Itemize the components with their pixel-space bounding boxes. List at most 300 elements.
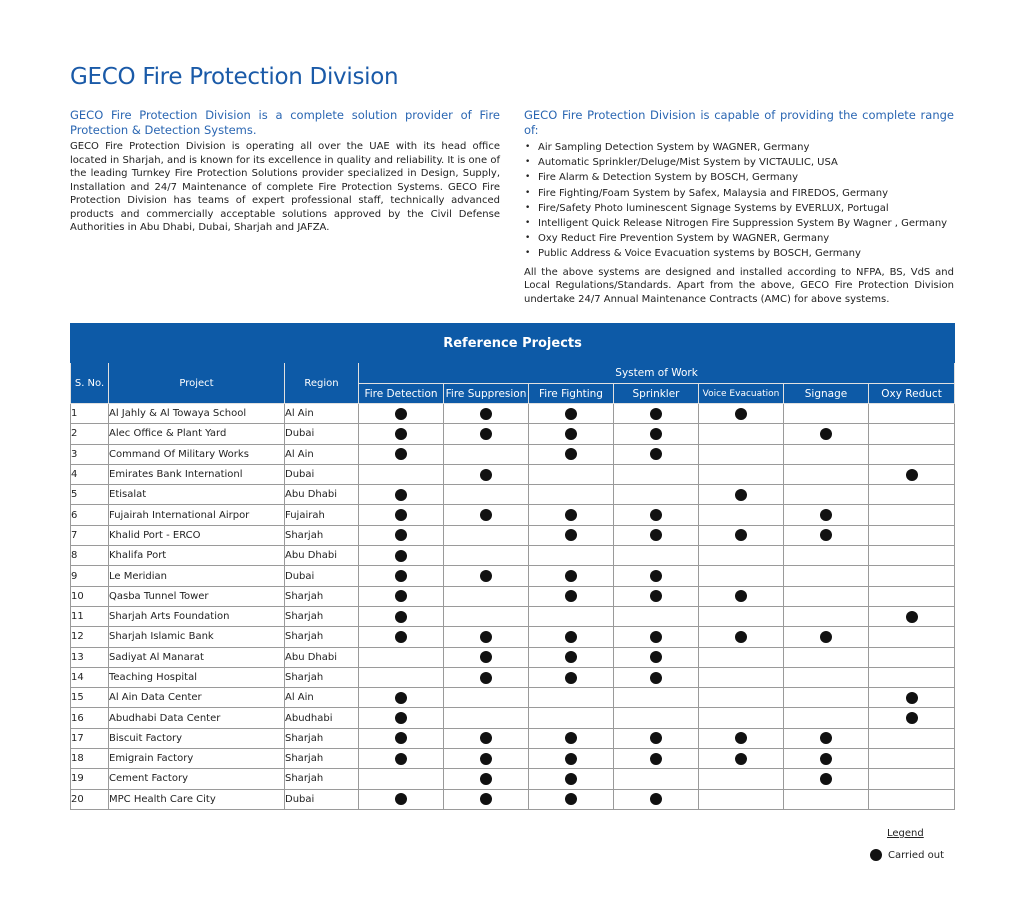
systems-list-item: • Fire Fighting/Foam System by Safex, Malaysia and FIREDOS, Germany	[524, 186, 954, 201]
row-mark-cell	[444, 688, 529, 708]
row-mark-cell	[869, 525, 955, 545]
row-mark-cell	[869, 566, 955, 586]
row-mark-cell	[869, 749, 955, 769]
carried-out-dot-icon	[565, 651, 577, 663]
row-mark-cell	[699, 586, 784, 606]
row-mark-cell	[359, 525, 444, 545]
row-mark-cell	[359, 769, 444, 789]
row-project: Emigrain Factory	[109, 749, 285, 769]
header-project: Project	[109, 363, 285, 404]
row-mark-cell	[869, 444, 955, 464]
row-mark-cell	[529, 647, 614, 667]
row-project: Fujairah International Airpor	[109, 505, 285, 525]
row-mark-cell	[444, 606, 529, 626]
row-mark-cell	[699, 485, 784, 505]
row-mark-cell	[359, 546, 444, 566]
header-fire-suppression: Fire Suppresion	[444, 384, 529, 404]
legend-item-label: Carried out	[888, 849, 944, 861]
row-mark-cell	[784, 708, 869, 728]
header-oxy-reduct: Oxy Reduct	[869, 384, 955, 404]
row-mark-cell	[614, 647, 699, 667]
row-mark-cell	[784, 485, 869, 505]
row-mark-cell	[784, 627, 869, 647]
row-mark-cell	[784, 606, 869, 626]
legend	[870, 828, 944, 861]
row-mark-cell	[869, 464, 955, 484]
row-mark-cell	[869, 667, 955, 687]
row-mark-cell	[869, 627, 955, 647]
row-mark-cell	[699, 728, 784, 748]
row-mark-cell	[444, 708, 529, 728]
systems-list-item: • Intelligent Quick Release Nitrogen Fire Suppression System By Wagner , Germany	[524, 216, 954, 231]
row-region: Dubai	[285, 464, 359, 484]
carried-out-dot-icon	[735, 590, 747, 602]
header-voice-evacuation: Voice Evacuation	[699, 384, 784, 404]
carried-out-dot-icon	[395, 611, 407, 623]
row-mark-cell	[444, 525, 529, 545]
table-row	[71, 586, 955, 606]
row-mark-cell	[869, 505, 955, 525]
carried-out-dot-icon	[565, 793, 577, 805]
row-project: Sadiyat Al Manarat	[109, 647, 285, 667]
row-mark-cell	[359, 606, 444, 626]
row-mark-cell	[444, 505, 529, 525]
row-mark-cell	[614, 485, 699, 505]
header-sno: S. No.	[71, 363, 109, 404]
header-fire-detection: Fire Detection	[359, 384, 444, 404]
row-project: Command Of Military Works	[109, 444, 285, 464]
row-mark-cell	[699, 525, 784, 545]
table-row	[71, 404, 955, 424]
row-mark-cell	[529, 708, 614, 728]
row-mark-cell	[784, 769, 869, 789]
systems-list	[524, 140, 954, 262]
row-mark-cell	[784, 688, 869, 708]
row-mark-cell	[784, 424, 869, 444]
row-mark-cell	[784, 667, 869, 687]
row-mark-cell	[869, 708, 955, 728]
carried-out-dot-icon	[820, 773, 832, 785]
row-mark-cell	[359, 708, 444, 728]
row-region: Al Ain	[285, 404, 359, 424]
systems-list-item: • Air Sampling Detection System by WAGNER, Germany	[524, 140, 954, 155]
row-sno: 3	[71, 444, 109, 464]
carried-out-dot-icon	[395, 428, 407, 440]
row-mark-cell	[529, 606, 614, 626]
carried-out-dot-icon	[906, 712, 918, 724]
row-mark-cell	[359, 728, 444, 748]
row-mark-cell	[529, 444, 614, 464]
row-mark-cell	[444, 749, 529, 769]
carried-out-dot-icon	[395, 753, 407, 765]
row-sno: 17	[71, 728, 109, 748]
row-mark-cell	[529, 525, 614, 545]
row-mark-cell	[869, 485, 955, 505]
row-mark-cell	[614, 586, 699, 606]
row-project: Cement Factory	[109, 769, 285, 789]
carried-out-dot-icon	[650, 428, 662, 440]
carried-out-dot-icon	[650, 448, 662, 460]
row-mark-cell	[614, 444, 699, 464]
capabilities-lead: GECO Fire Protection Division is capable of providing the complete range of:	[524, 108, 954, 137]
row-mark-cell	[529, 728, 614, 748]
carried-out-dot-icon	[480, 753, 492, 765]
row-mark-cell	[699, 667, 784, 687]
carried-out-dot-icon	[480, 773, 492, 785]
row-mark-cell	[359, 485, 444, 505]
row-region: Sharjah	[285, 586, 359, 606]
row-project: Biscuit Factory	[109, 728, 285, 748]
carried-out-dot-icon	[735, 753, 747, 765]
carried-out-dot-icon	[480, 408, 492, 420]
table-row	[71, 424, 955, 444]
carried-out-dot-icon	[480, 570, 492, 582]
row-region: Dubai	[285, 789, 359, 809]
row-mark-cell	[614, 728, 699, 748]
carried-out-dot-icon	[395, 570, 407, 582]
carried-out-dot-icon	[820, 753, 832, 765]
row-mark-cell	[359, 586, 444, 606]
header-fire-fighting: Fire Fighting	[529, 384, 614, 404]
row-mark-cell	[529, 505, 614, 525]
carried-out-dot-icon	[565, 509, 577, 521]
row-mark-cell	[699, 606, 784, 626]
row-mark-cell	[614, 424, 699, 444]
row-region: Sharjah	[285, 627, 359, 647]
row-mark-cell	[699, 708, 784, 728]
row-sno: 1	[71, 404, 109, 424]
carried-out-dot-icon	[820, 509, 832, 521]
carried-out-dot-icon	[735, 631, 747, 643]
carried-out-dot-icon	[565, 773, 577, 785]
row-mark-cell	[784, 728, 869, 748]
row-mark-cell	[869, 404, 955, 424]
row-mark-cell	[614, 525, 699, 545]
row-mark-cell	[869, 769, 955, 789]
row-mark-cell	[699, 789, 784, 809]
carried-out-dot-icon	[820, 428, 832, 440]
table-row	[71, 444, 955, 464]
table-row	[71, 627, 955, 647]
table-row	[71, 688, 955, 708]
row-project: Alec Office & Plant Yard	[109, 424, 285, 444]
reference-projects-section	[70, 323, 954, 810]
table-row	[71, 546, 955, 566]
row-project: Al Jahly & Al Towaya School	[109, 404, 285, 424]
carried-out-dot-icon	[395, 448, 407, 460]
row-project: Etisalat	[109, 485, 285, 505]
table-row	[71, 464, 955, 484]
row-mark-cell	[699, 424, 784, 444]
row-mark-cell	[614, 708, 699, 728]
row-mark-cell	[359, 505, 444, 525]
row-mark-cell	[529, 688, 614, 708]
table-row	[71, 647, 955, 667]
row-mark-cell	[359, 404, 444, 424]
carried-out-dot-icon	[480, 509, 492, 521]
row-mark-cell	[699, 647, 784, 667]
systems-list-item: • Automatic Sprinkler/Deluge/Mist System by VICTAULIC, USA	[524, 155, 954, 170]
row-mark-cell	[699, 688, 784, 708]
carried-out-dot-icon	[820, 631, 832, 643]
carried-out-dot-icon	[650, 631, 662, 643]
row-mark-cell	[699, 627, 784, 647]
table-caption: Reference Projects	[71, 324, 955, 363]
row-region: Al Ain	[285, 688, 359, 708]
row-mark-cell	[699, 404, 784, 424]
carried-out-dot-icon	[480, 469, 492, 481]
row-mark-cell	[444, 444, 529, 464]
row-mark-cell	[529, 627, 614, 647]
row-mark-cell	[359, 667, 444, 687]
carried-out-dot-icon	[650, 570, 662, 582]
row-project: Qasba Tunnel Tower	[109, 586, 285, 606]
row-project: Al Ain Data Center	[109, 688, 285, 708]
row-mark-cell	[444, 586, 529, 606]
row-mark-cell	[699, 749, 784, 769]
row-project: Teaching Hospital	[109, 667, 285, 687]
table-row	[71, 769, 955, 789]
row-mark-cell	[869, 424, 955, 444]
row-mark-cell	[444, 789, 529, 809]
carried-out-dot-icon	[480, 651, 492, 663]
row-sno: 9	[71, 566, 109, 586]
carried-out-dot-icon	[650, 672, 662, 684]
row-mark-cell	[529, 586, 614, 606]
row-mark-cell	[359, 627, 444, 647]
carried-out-dot-icon	[480, 672, 492, 684]
row-mark-cell	[784, 525, 869, 545]
row-sno: 5	[71, 485, 109, 505]
carried-out-dot-icon	[650, 651, 662, 663]
row-sno: 4	[71, 464, 109, 484]
systems-list-item: • Public Address & Voice Evacuation systems by BOSCH, Germany	[524, 246, 954, 261]
table-row	[71, 728, 955, 748]
row-mark-cell	[784, 444, 869, 464]
row-mark-cell	[529, 789, 614, 809]
row-region: Abudhabi	[285, 708, 359, 728]
row-project: Sharjah Arts Foundation	[109, 606, 285, 626]
row-region: Sharjah	[285, 606, 359, 626]
row-region: Sharjah	[285, 728, 359, 748]
row-mark-cell	[614, 688, 699, 708]
row-region: Fujairah	[285, 505, 359, 525]
carried-out-dot-icon	[565, 631, 577, 643]
row-sno: 2	[71, 424, 109, 444]
carried-out-dot-icon	[395, 590, 407, 602]
row-mark-cell	[784, 647, 869, 667]
carried-out-dot-icon	[735, 529, 747, 541]
carried-out-dot-icon	[480, 793, 492, 805]
table-row	[71, 789, 955, 809]
row-mark-cell	[699, 566, 784, 586]
row-mark-cell	[359, 749, 444, 769]
carried-out-dot-icon	[820, 732, 832, 744]
table-row	[71, 749, 955, 769]
systems-list-item: • Fire/Safety Photo luminescent Signage Systems by EVERLUX, Portugal	[524, 201, 954, 216]
row-mark-cell	[784, 566, 869, 586]
carried-out-dot-icon	[480, 428, 492, 440]
carried-out-dot-icon	[650, 590, 662, 602]
header-sprinkler: Sprinkler	[614, 384, 699, 404]
row-mark-cell	[614, 769, 699, 789]
header-signage: Signage	[784, 384, 869, 404]
carried-out-dot-icon	[735, 408, 747, 420]
row-mark-cell	[614, 606, 699, 626]
table-row	[71, 708, 955, 728]
systems-list-item: • Fire Alarm & Detection System by BOSCH, Germany	[524, 170, 954, 185]
carried-out-dot-icon	[565, 672, 577, 684]
row-mark-cell	[614, 789, 699, 809]
row-region: Abu Dhabi	[285, 546, 359, 566]
intro-lead: GECO Fire Protection Division is a complete solution provider of Fire Protection & Detection Systems.	[70, 108, 500, 137]
row-mark-cell	[529, 546, 614, 566]
carried-out-dot-icon	[870, 849, 882, 861]
row-mark-cell	[444, 424, 529, 444]
carried-out-dot-icon	[565, 732, 577, 744]
row-sno: 11	[71, 606, 109, 626]
row-mark-cell	[444, 566, 529, 586]
table-row	[71, 525, 955, 545]
row-sno: 19	[71, 769, 109, 789]
row-mark-cell	[784, 505, 869, 525]
row-sno: 10	[71, 586, 109, 606]
carried-out-dot-icon	[650, 753, 662, 765]
row-mark-cell	[784, 789, 869, 809]
row-mark-cell	[529, 749, 614, 769]
row-project: Sharjah Islamic Bank	[109, 627, 285, 647]
row-mark-cell	[784, 586, 869, 606]
row-sno: 15	[71, 688, 109, 708]
row-mark-cell	[614, 566, 699, 586]
row-region: Abu Dhabi	[285, 485, 359, 505]
row-mark-cell	[529, 566, 614, 586]
carried-out-dot-icon	[650, 408, 662, 420]
row-mark-cell	[784, 749, 869, 769]
standards-note: All the above systems are designed and installed according to NFPA, BS, VdS and Local Regulations/Standards. Apart from the above, GECO Fire Protection Division undertake 24/7 Annual Maintenance Contracts (AMC) for above systems.	[524, 266, 954, 305]
row-sno: 8	[71, 546, 109, 566]
carried-out-dot-icon	[395, 408, 407, 420]
row-mark-cell	[699, 505, 784, 525]
carried-out-dot-icon	[650, 509, 662, 521]
carried-out-dot-icon	[650, 529, 662, 541]
row-mark-cell	[529, 485, 614, 505]
row-mark-cell	[784, 546, 869, 566]
row-mark-cell	[784, 404, 869, 424]
table-row	[71, 606, 955, 626]
carried-out-dot-icon	[735, 732, 747, 744]
row-mark-cell	[359, 566, 444, 586]
row-region: Dubai	[285, 566, 359, 586]
table-body	[71, 404, 955, 810]
table-row	[71, 667, 955, 687]
row-mark-cell	[444, 546, 529, 566]
row-mark-cell	[784, 464, 869, 484]
carried-out-dot-icon	[906, 611, 918, 623]
row-mark-cell	[444, 404, 529, 424]
row-mark-cell	[614, 667, 699, 687]
carried-out-dot-icon	[395, 489, 407, 501]
row-mark-cell	[614, 546, 699, 566]
carried-out-dot-icon	[395, 732, 407, 744]
legend-item	[870, 849, 944, 861]
row-region: Sharjah	[285, 749, 359, 769]
intro-column	[70, 108, 500, 235]
row-mark-cell	[529, 667, 614, 687]
row-mark-cell	[614, 749, 699, 769]
row-mark-cell	[869, 546, 955, 566]
row-sno: 18	[71, 749, 109, 769]
row-mark-cell	[444, 627, 529, 647]
row-mark-cell	[614, 404, 699, 424]
carried-out-dot-icon	[395, 529, 407, 541]
row-mark-cell	[869, 688, 955, 708]
header-region: Region	[285, 363, 359, 404]
table-row	[71, 566, 955, 586]
carried-out-dot-icon	[565, 448, 577, 460]
row-mark-cell	[529, 769, 614, 789]
row-region: Abu Dhabi	[285, 647, 359, 667]
row-mark-cell	[444, 769, 529, 789]
row-sno: 12	[71, 627, 109, 647]
carried-out-dot-icon	[735, 489, 747, 501]
row-mark-cell	[614, 464, 699, 484]
row-project: MPC Health Care City	[109, 789, 285, 809]
intro-body: GECO Fire Protection Division is operating all over the UAE with its head office located in Sharjah, and is known for its excellence in quality and reliability. It is one of the leading Turnkey Fire Protection Solutions provider specialized in Design, Supply, Installation and 24/7 Maintenance of complete Fire Protection Systems. GECO Fire Protection Division has teams of expert professional staff, technically advanced products and commercially acceptable solutions approved by the Civil Defense Authorities in Abu Dhabi, Dubai, Sharjah and JAFZA.	[70, 141, 500, 233]
row-project: Emirates Bank Internationl	[109, 464, 285, 484]
table-row	[71, 505, 955, 525]
carried-out-dot-icon	[395, 550, 407, 562]
row-mark-cell	[359, 424, 444, 444]
carried-out-dot-icon	[565, 408, 577, 420]
carried-out-dot-icon	[650, 732, 662, 744]
row-mark-cell	[444, 485, 529, 505]
carried-out-dot-icon	[395, 712, 407, 724]
row-mark-cell	[359, 647, 444, 667]
row-project: Khalid Port - ERCO	[109, 525, 285, 545]
row-mark-cell	[359, 464, 444, 484]
row-region: Dubai	[285, 424, 359, 444]
carried-out-dot-icon	[395, 793, 407, 805]
row-mark-cell	[529, 424, 614, 444]
carried-out-dot-icon	[395, 631, 407, 643]
carried-out-dot-icon	[650, 793, 662, 805]
row-region: Sharjah	[285, 769, 359, 789]
row-sno: 20	[71, 789, 109, 809]
row-mark-cell	[699, 546, 784, 566]
page-title: GECO Fire Protection Division	[70, 64, 399, 90]
row-mark-cell	[614, 627, 699, 647]
carried-out-dot-icon	[395, 509, 407, 521]
row-region: Sharjah	[285, 525, 359, 545]
row-mark-cell	[359, 688, 444, 708]
header-system-of-work: System of Work	[359, 363, 955, 384]
table-row	[71, 485, 955, 505]
row-mark-cell	[444, 728, 529, 748]
carried-out-dot-icon	[480, 631, 492, 643]
row-project: Abudhabi Data Center	[109, 708, 285, 728]
carried-out-dot-icon	[565, 529, 577, 541]
row-sno: 7	[71, 525, 109, 545]
row-mark-cell	[869, 586, 955, 606]
capabilities-column	[524, 108, 954, 306]
row-project: Le Meridian	[109, 566, 285, 586]
row-sno: 13	[71, 647, 109, 667]
carried-out-dot-icon	[565, 570, 577, 582]
row-mark-cell	[869, 728, 955, 748]
reference-projects-table	[70, 323, 955, 810]
systems-list-item: • Oxy Reduct Fire Prevention System by WAGNER, Germany	[524, 231, 954, 246]
